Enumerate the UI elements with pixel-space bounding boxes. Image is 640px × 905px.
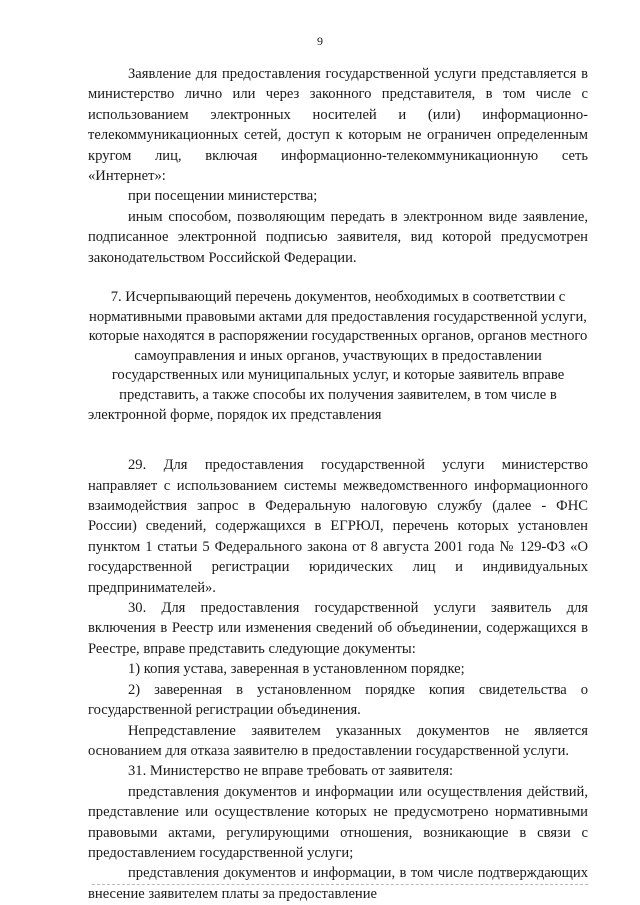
paragraph: Непредставление заявителем указанных документов не является основанием для отказа заявителю в предоставлении государственной услуги. [88, 722, 588, 759]
paragraph: Заявление для предоставления государственной услуги представляется в министерство лично или через законного представителя, в том числе с использованием электронных носителей и (или) информационно-телекоммуникационных сетей, доступ к которым не ограничен определенным кругом лиц, включая информационно-телекоммуникационную сеть «Интернет»: [88, 66, 588, 185]
page-number: 9 [317, 34, 323, 48]
paragraph: 1) копия устава, заверенная в установленном порядке; [128, 661, 465, 678]
paragraph: 30. Для предоставления государственной услуги заявитель для включения в Реестр или изменения сведений об объединении, содержащихся в Реестре, вправе представить следующие документы: [88, 600, 588, 657]
paragraph: 29. Для предоставления государственной услуги министерство направляет с использованием системы межведомственного информационного взаимодействия запрос в Федеральную налоговую службу (далее - ФНС России) сведений, содержащихся в ЕГРЮЛ, перечень которых установлен пунктом 1 статьи 5 Федерального закона от 8 августа 2001 года № 129-ФЗ «О государственной регистрации юридических лиц и индивидуальных предпринимателей». [88, 457, 588, 596]
paragraph: 2) заверенная в установленном порядке копия свидетельства о государственной регистрации объединения. [88, 681, 588, 719]
paragraph: представления документов и информации, в том числе подтверждающих внесение заявителем платы за предоставление [88, 865, 588, 902]
paragraph: 31. Министерство не вправе требовать от заявителя: [128, 763, 454, 780]
section-heading: 7. Исчерпывающий перечень документов, необходимых в соответствии с нормативными правовыми актами для предоставления государственной услуги, которые находятся в распоряжении государственных органов, органов местного самоуправления и иных органов, участвующих в предоставлении государственных или муниципальных услуг, и которые заявитель вправе представить, а также способы их получения заявителем, в том числе в электронной форме, порядок их представления [88, 289, 588, 423]
page-bottom-divider [92, 884, 588, 885]
paragraph: при посещении министерства; [128, 188, 318, 205]
document-page [88, 64, 588, 904]
paragraph: представления документов и информации или осуществления действий, представление или осуществление которых не предусмотрено нормативными правовыми актами, регулирующими отношения, возникающие в связи с предоставлением государственной услуги; [88, 783, 588, 861]
paragraph: иным способом, позволяющим передать в электронном виде заявление, подписанное электронной подписью заявителя, вид которой предусмотрен законодательством Российской Федерации. [88, 208, 588, 266]
